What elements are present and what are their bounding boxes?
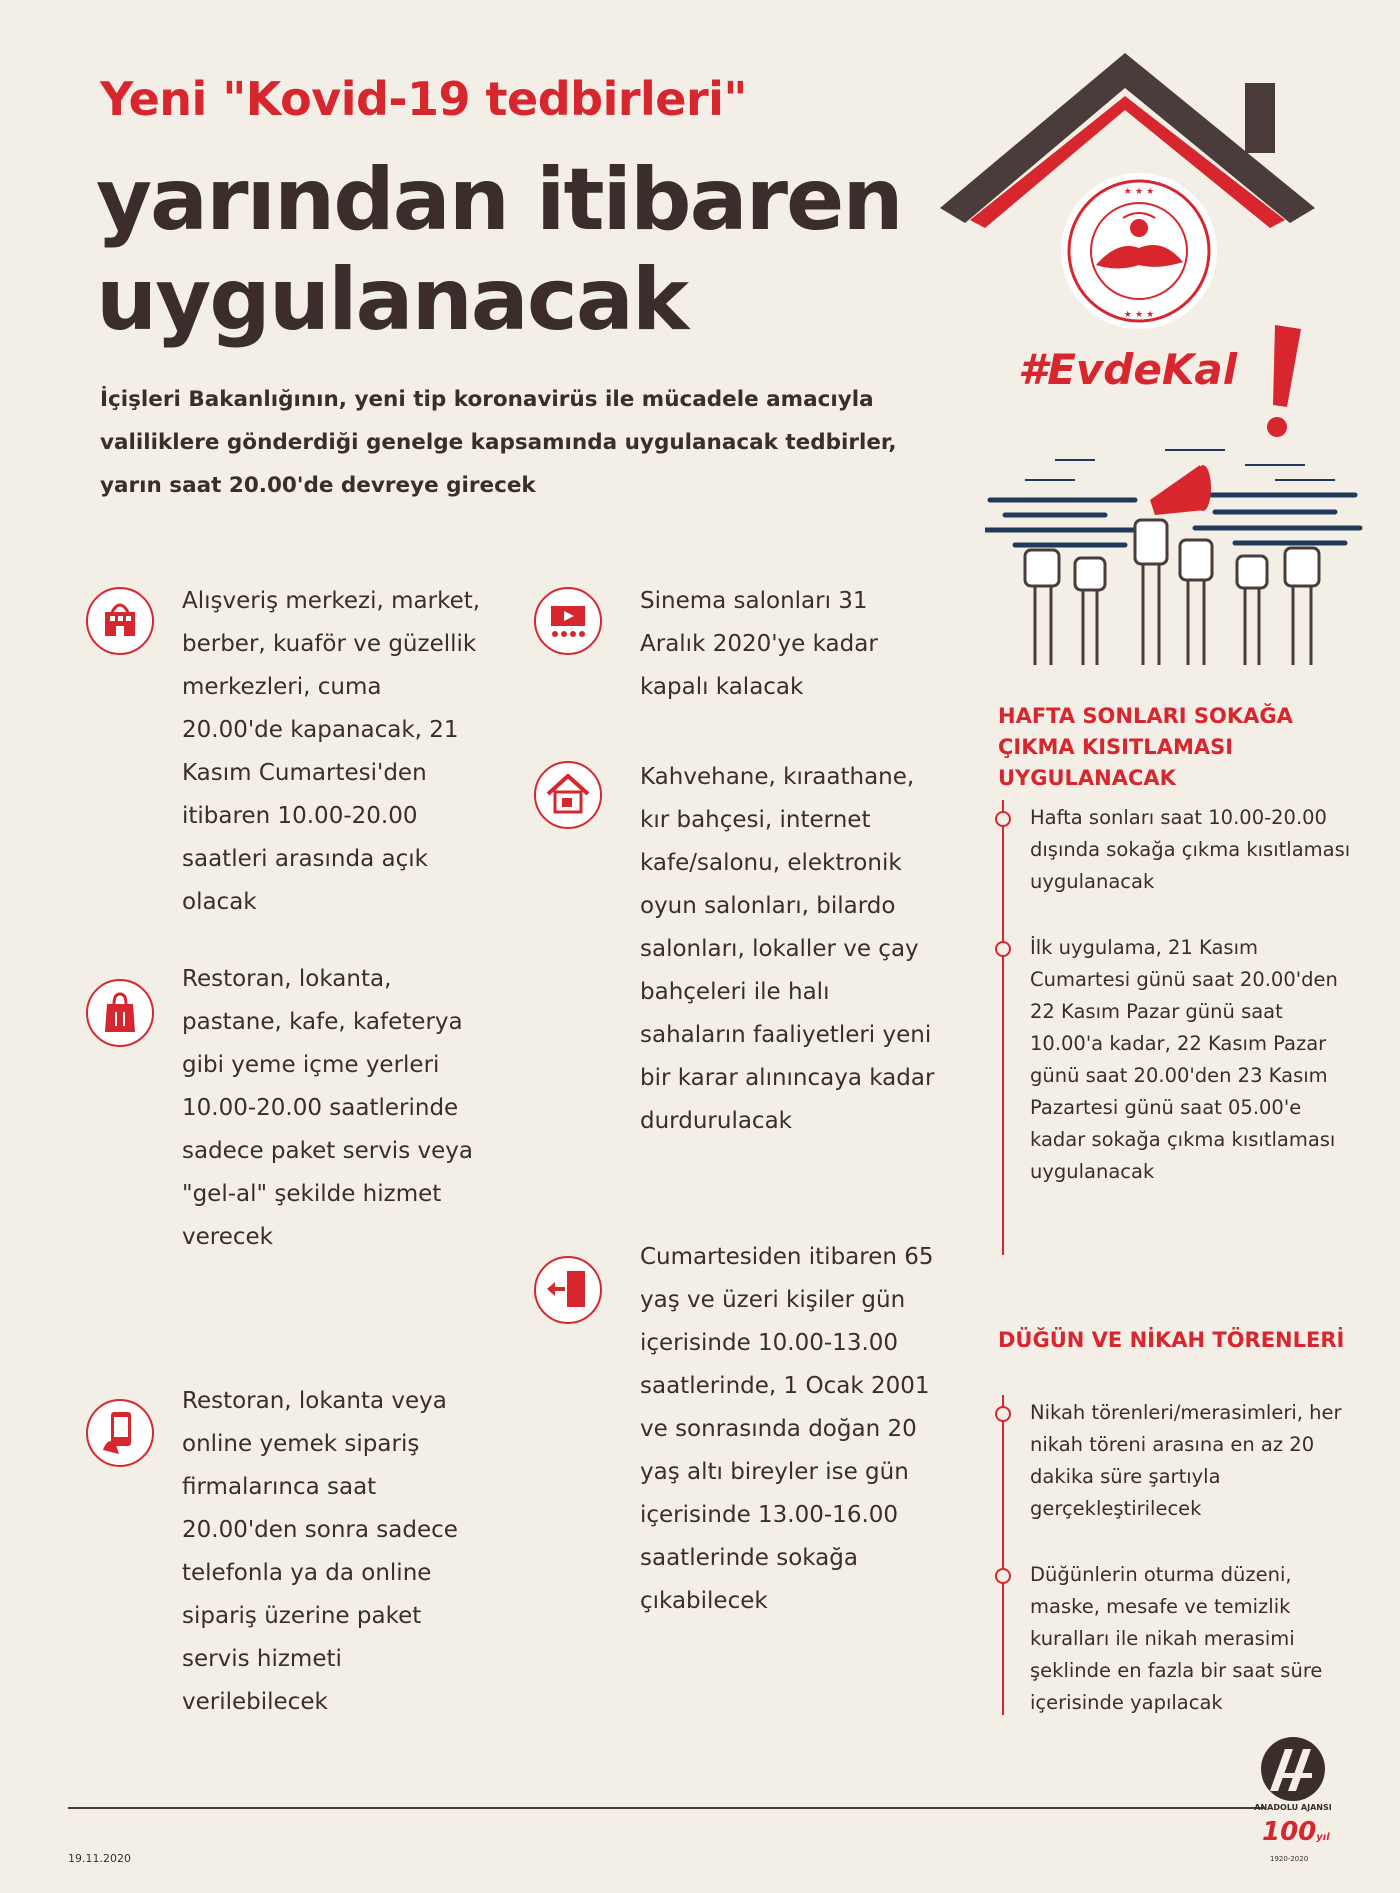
protest-hands-illustration bbox=[985, 440, 1365, 670]
title-line1: Yeni "Kovid-19 tedbirleri" bbox=[100, 72, 747, 126]
svg-text:★ ★ ★: ★ ★ ★ bbox=[1123, 310, 1155, 320]
shopping-mall-icon bbox=[85, 586, 155, 656]
bullet-icon bbox=[995, 1568, 1011, 1584]
item-text: Restoran, lokanta, pastane, kafe, kafeterya gibi yeme içme yerleri 10.00-20.00 saatlerinde sadece paket servis veya "gel-al" şekilde hizmet verecek bbox=[182, 966, 473, 1250]
item-text: Alışveriş merkezi, market, berber, kuaför ve güzellik merkezleri, cuma 20.00'de kapanacak, 21 Kasım Cumartesi'den itibaren 10.00-20.00 saatleri arasında açık olacak bbox=[182, 588, 481, 915]
anadolu-agency-logo-icon bbox=[1258, 1735, 1328, 1803]
item-text: Restoran, lokanta veya online yemek sipariş firmalarınca saat 20.00'den sonra sadece telefonla ya da online sipariş üzerine paket servis hizmeti verilebilecek bbox=[182, 1388, 458, 1715]
section-title-weekend: HAFTA SONLARI SOKAĞA ÇIKMA KISITLAMASI UYGULANACAK bbox=[998, 704, 1293, 790]
exit-door-icon bbox=[533, 1255, 603, 1325]
title-main bbox=[96, 150, 902, 350]
point-text: İlk uygulama, 21 Kasım Cumartesi günü saat 20.00'den 22 Kasım Pazar günü saat 10.00'a kadar, 22 Kasım Pazar günü saat 20.00'den 23 Kasım Pazartesi günü saat 05.00'e kadar sokağa çıkma kısıtlaması uygulanacak bbox=[1030, 936, 1338, 1183]
anniversary-years: 1920-2020 bbox=[1270, 1855, 1309, 1863]
svg-text:★ ★ ★: ★ ★ ★ bbox=[1123, 187, 1155, 197]
cafe-house-icon bbox=[533, 760, 603, 830]
item-text: Kahvehane, kıraathane, kır bahçesi, internet kafe/salonu, elektronik oyun salonları, bilardo salonları, lokaller ve çay bahçeleri ile halı sahaların faaliyetleri yeni bir karar alınıncaya kadar durdurulacak bbox=[640, 764, 935, 1134]
weekend-points bbox=[1002, 800, 1362, 1255]
anniversary-number: 100 bbox=[1262, 1817, 1317, 1847]
title-line2: yarından itibaren bbox=[96, 150, 902, 250]
list-item bbox=[1004, 1397, 1362, 1525]
list-item bbox=[1004, 802, 1362, 898]
point-text: Nikah törenleri/merasimleri, her nikah töreni arasına en az 20 dakika süre şartıyla gerçekleştirilecek bbox=[1030, 1401, 1342, 1520]
list-item bbox=[182, 580, 482, 924]
list-item bbox=[640, 580, 940, 709]
point-text: Hafta sonları saat 10.00-20.00 dışında sokağa çıkma kısıtlaması uygulanacak bbox=[1030, 806, 1351, 893]
item-text: Cumartesiden itibaren 65 yaş ve üzeri kişiler gün içerisinde 10.00-13.00 saatlerinde, 1 Ocak 2001 ve sonrasında doğan 20 yaş altı bireyler ise gün içerisinde 13.00-16.00 saatlerinde sokağa çıkabilecek bbox=[640, 1244, 934, 1614]
phone-order-icon bbox=[85, 1398, 155, 1468]
evdekal-hashtag: #EvdeKal bbox=[1018, 345, 1238, 394]
anniversary-sub: yıl bbox=[1316, 1832, 1330, 1843]
bullet-icon bbox=[995, 1406, 1011, 1422]
footer-divider bbox=[68, 1807, 1266, 1809]
list-item bbox=[182, 1380, 482, 1724]
intro-text: İçişleri Bakanlığının, yeni tip koronavirüs ile mücadele amacıyla valiliklere gönderdiği genelge kapsamında uygulanacak tedbirler, yarın saat 20.00'de devreye girecek bbox=[100, 387, 897, 498]
takeaway-bag-icon bbox=[85, 978, 155, 1048]
agency-name: ANADOLU AJANSI bbox=[1254, 1803, 1332, 1812]
title-line3: uygulanacak bbox=[96, 250, 688, 350]
anniversary-mark bbox=[1262, 1817, 1330, 1847]
section-title-wedding: DÜĞÜN VE NİKAH TÖRENLERİ bbox=[998, 1328, 1345, 1352]
exclamation-icon bbox=[1255, 325, 1305, 445]
point-text: Düğünlerin oturma düzeni, maske, mesafe ve temizlik kuralları ile nikah merasimi şeklinde en fazla bir saat süre içerisinde yapılacak bbox=[1030, 1563, 1323, 1714]
bullet-icon bbox=[995, 811, 1011, 827]
cinema-icon bbox=[533, 586, 603, 656]
list-item bbox=[640, 756, 940, 1143]
footer-date: 19.11.2020 bbox=[68, 1852, 131, 1865]
list-item bbox=[1004, 932, 1362, 1188]
bullet-icon bbox=[995, 941, 1011, 957]
ministry-seal-icon bbox=[1058, 170, 1220, 332]
item-text: Sinema salonları 31 Aralık 2020'ye kadar kapalı kalacak bbox=[640, 588, 878, 700]
list-item bbox=[640, 1236, 940, 1623]
wedding-points bbox=[1002, 1395, 1362, 1715]
list-item bbox=[1004, 1559, 1362, 1719]
list-item bbox=[182, 958, 482, 1259]
